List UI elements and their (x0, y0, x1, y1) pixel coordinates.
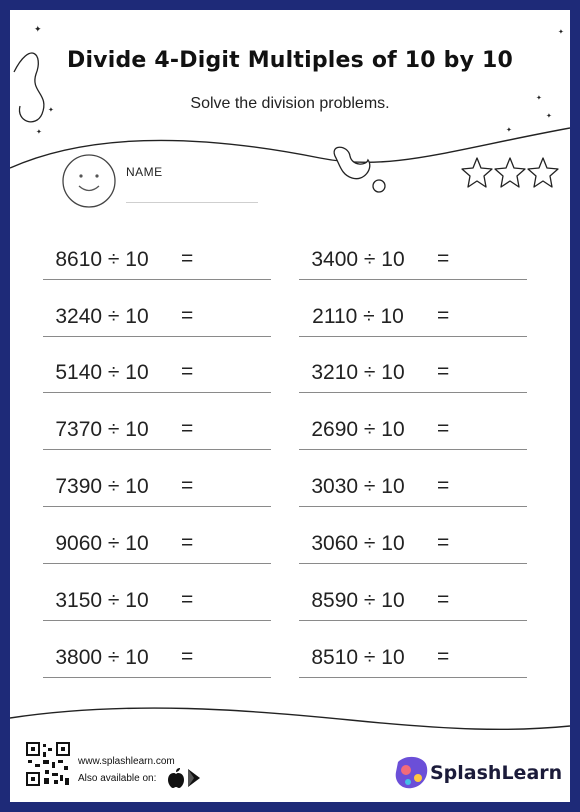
equals-sign: = (181, 531, 194, 554)
answer-line[interactable] (43, 677, 271, 678)
equals-sign: = (181, 304, 194, 327)
equals-sign: = (181, 247, 194, 270)
division-expression: 7390 ÷ 10 (55, 475, 149, 498)
equals-sign: = (181, 417, 194, 440)
name-label: NAME (126, 165, 163, 179)
qr-code-icon (26, 742, 70, 786)
sparkle-icon: ✦ (34, 25, 42, 35)
worksheet (10, 10, 570, 802)
equals-sign: = (181, 645, 194, 668)
answer-line[interactable] (299, 677, 527, 678)
problem-row (43, 301, 271, 337)
smiley-face-icon (63, 155, 115, 207)
answer-line[interactable] (43, 620, 271, 621)
blob-shape (334, 147, 370, 178)
bubble-shape (373, 180, 385, 192)
answer-line[interactable] (299, 449, 527, 450)
division-expression: 7370 ÷ 10 (55, 418, 149, 441)
sparkle-icon: ✦ (546, 112, 552, 120)
answer-line[interactable] (43, 449, 271, 450)
division-expression: 5140 ÷ 10 (55, 361, 149, 384)
answer-line[interactable] (43, 279, 271, 280)
division-expression: 3400 ÷ 10 (311, 248, 405, 271)
equals-sign: = (437, 247, 450, 270)
equals-sign: = (181, 360, 194, 383)
sparkle-icon: ✦ (506, 126, 512, 134)
division-expression: 3030 ÷ 10 (311, 475, 405, 498)
problem-row (43, 471, 271, 507)
decorative-background (10, 10, 570, 802)
problem-row (43, 244, 271, 280)
division-expression: 8610 ÷ 10 (55, 248, 149, 271)
equals-sign: = (181, 588, 194, 611)
division-expression: 3240 ÷ 10 (55, 305, 149, 328)
division-expression: 8510 ÷ 10 (311, 646, 405, 669)
problem-row (43, 642, 271, 678)
problem-row (43, 414, 271, 450)
star-icon (528, 158, 558, 187)
problem-row (43, 528, 271, 564)
problem-row (299, 357, 527, 393)
problem-row (299, 414, 527, 450)
wave-line (10, 128, 570, 168)
equals-sign: = (437, 360, 450, 383)
division-expression: 3210 ÷ 10 (311, 361, 405, 384)
equals-sign: = (437, 304, 450, 327)
sparkle-icon: ✦ (558, 28, 564, 36)
problem-row (299, 471, 527, 507)
division-expression: 2110 ÷ 10 (312, 305, 404, 328)
sparkle-icon: ✦ (536, 94, 542, 102)
division-expression: 3150 ÷ 10 (55, 589, 149, 612)
equals-sign: = (437, 531, 450, 554)
star-icon (462, 158, 492, 187)
answer-line[interactable] (299, 279, 527, 280)
division-expression: 8590 ÷ 10 (311, 589, 405, 612)
equals-sign: = (437, 645, 450, 668)
division-expression: 3060 ÷ 10 (311, 532, 405, 555)
problem-row (299, 642, 527, 678)
equals-sign: = (181, 474, 194, 497)
problem-row (299, 244, 527, 280)
problem-row (299, 585, 527, 621)
answer-line[interactable] (43, 563, 271, 564)
equals-sign: = (437, 474, 450, 497)
page-title: Divide 4-Digit Multiples of 10 by 10 (66, 48, 514, 73)
answer-line[interactable] (299, 392, 527, 393)
name-field[interactable] (126, 202, 258, 203)
brand-name: SplashLearn (430, 762, 563, 784)
answer-line[interactable] (43, 392, 271, 393)
division-expression: 9060 ÷ 10 (55, 532, 149, 555)
answer-line[interactable] (299, 506, 527, 507)
problem-row (43, 357, 271, 393)
problem-row (299, 301, 527, 337)
available-on-label: Also available on: (78, 773, 157, 784)
problem-row (299, 528, 527, 564)
splashlearn-logo-icon (396, 757, 428, 788)
answer-line[interactable] (43, 336, 271, 337)
sparkle-icon: ✦ (36, 128, 42, 136)
answer-line[interactable] (43, 506, 271, 507)
equals-sign: = (437, 588, 450, 611)
instructions: Solve the division problems. (190, 95, 390, 112)
wave-line (10, 708, 570, 729)
answer-line[interactable] (299, 336, 527, 337)
answer-line[interactable] (299, 563, 527, 564)
apple-icon (168, 768, 184, 788)
division-expression: 3800 ÷ 10 (55, 646, 149, 669)
problem-row (43, 585, 271, 621)
sparkle-icon: ✦ (48, 106, 54, 114)
star-icon (495, 158, 525, 187)
equals-sign: = (437, 417, 450, 440)
website-link[interactable]: www.splashlearn.com (78, 756, 175, 767)
answer-line[interactable] (299, 620, 527, 621)
division-expression: 2690 ÷ 10 (311, 418, 405, 441)
